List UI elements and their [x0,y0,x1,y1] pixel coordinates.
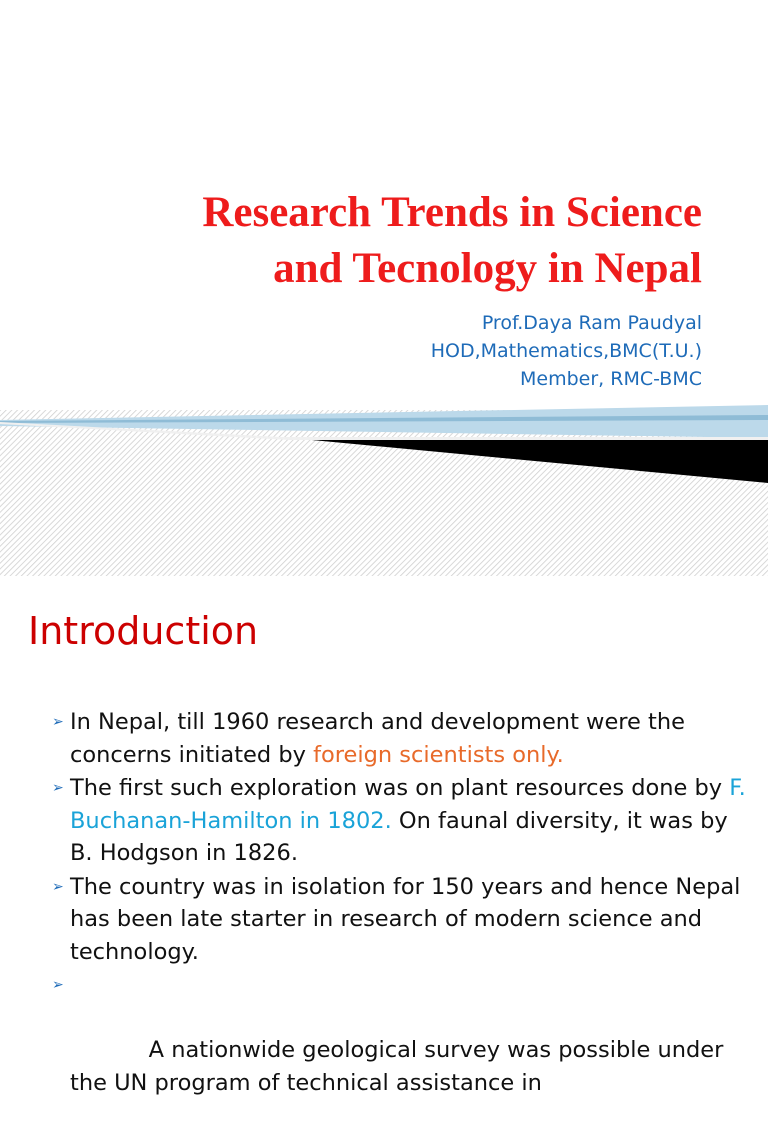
author-position: HOD,Mathematics,BMC(T.U.) [430,340,702,362]
title-line-2: and Tecnology in Nepal [273,245,702,292]
bullet-list [52,706,752,1133]
title-line-1: Research Trends in Science [202,189,702,236]
bullet-text: The country was in isolation for 150 years and hence Nepal has been late starter in research of modern science and technology. [70,873,741,965]
bullet-text: The first such exploration was on plant resources done by [70,775,730,801]
bullet-text: A nationwide geological survey was possible under the UN program of technical assistance in [70,1037,731,1096]
list-item [52,706,752,771]
author-membership: Member, RMC-BMC [520,368,702,390]
list-item [52,772,752,870]
highlight-text: F. Buchanan-Hamilton in 1802. [70,775,746,834]
arrow-bullet-icon: ➢ [52,878,64,895]
list-item [52,969,752,1132]
arrow-bullet-icon: ➢ [52,977,64,993]
list-item [52,871,752,969]
author-block [202,309,702,393]
arrow-bullet-icon: ➢ [52,780,64,796]
introduction-slide [0,576,768,1096]
slide-heading: Introduction [28,609,259,653]
bullet-text: In Nepal, till 1960 research and development were the concerns initiated by [70,709,685,768]
arrow-bullet-icon: ➢ [52,714,64,730]
bullet-text: On faunal diversity, it was by B. Hodgson in 1826. [70,807,728,866]
author-name: Prof.Daya Ram Paudyal [481,312,702,334]
slide-title [62,185,702,297]
highlight-text: foreign scientists only. [313,741,564,768]
